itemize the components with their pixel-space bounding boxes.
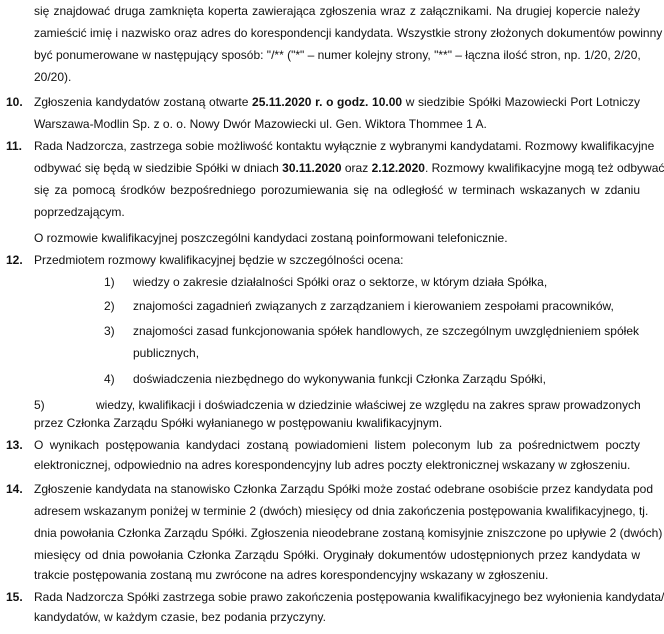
subitem-number: 3) <box>104 324 115 338</box>
paragraph-line: miesięcy od dnia powołania Członka Zarządu Spółki. Oryginały dokumentów udostępnionych przez kandydata w <box>34 548 640 562</box>
intro-line: 20/20). <box>34 70 72 84</box>
intro-line: zamieścić imię i nazwisko oraz adres do korespondencji kandydata. Wszystkie strony złożonych dokumentów powinny <box>34 26 663 40</box>
paragraph-line: dnia powołania Członka Zarządu Spółki. Zgłoszenia nieodebrane zostaną komisyjnie zniszczone po upływie 2 (dwóch) <box>34 526 663 540</box>
intro-line: być ponumerowane w następujący sposób: "/** ("*" – numer kolejny strony, "**" – łączna ilość stron, np. 1/20, 2/20, <box>34 48 641 62</box>
paragraph-line: trakcie postępowania zostaną mu zwrócone na adres korespondencyjny wskazany w zgłoszeniu. <box>34 568 549 582</box>
paragraph-line: kandydatów, w każdym czasie, bez podania przyczyny. <box>34 610 326 624</box>
subitem-text: znajomości zasad funkcjonowania spółek handlowych, ze szczególnym uwzględnieniem spółek <box>133 324 639 338</box>
paragraph-line: Rada Nadzorcza, zastrzega sobie możliwość kontaktu wyłącznie z wybranymi kandydatami. Rozmowy kwalifikacyjne <box>34 139 655 153</box>
paragraph-line: odbywać się będą w siedzibie Spółki w dniach 30.11.2020 oraz 2.12.2020. Rozmowy kwalifikacyjne mogą też odbywać <box>34 161 664 175</box>
interview-date: 2.12.2020 <box>371 161 425 175</box>
paragraph-line: Zgłoszenie kandydata na stanowisko Członka Zarządu Spółki może zostać odebrane osobiście przez kandydata pod <box>34 482 654 496</box>
interview-date: 30.11.2020 <box>282 161 342 175</box>
paragraph-line: poprzedzającym. <box>34 205 125 219</box>
subitem-text: wiedzy, kwalifikacji i doświadczenia w dziedzinie właściwej ze względu na zakres spraw prowadzonych <box>96 398 641 412</box>
subitem-number: 2) <box>104 299 115 313</box>
item-number: 10. <box>6 95 23 109</box>
item-number: 14. <box>6 482 23 496</box>
paragraph-line: Warszawa-Modlin Sp. z o. o. Nowy Dwór Mazowiecki ul. Gen. Wiktora Thommee 1 A. <box>34 117 487 131</box>
subitem-number: 1) <box>104 275 115 289</box>
subitem-text: znajomości zagadnień związanych z zarządzaniem i kierowaniem zespołami pracowników, <box>133 299 614 313</box>
opening-date: 25.11.2020 r. o godz. 10.00 <box>252 95 403 109</box>
subitem-text: publicznych, <box>133 346 200 360</box>
paragraph-line: się za pomocą środków bezpośredniego porozumiewania się na odległość w terminach wskazanych w zdaniu <box>34 183 640 197</box>
paragraph-line: adresem wskazanym poniżej w terminie 2 (dwóch) miesięcy od dnia zakończenia postępowania kwalifikacyjnego, tj. <box>34 504 649 518</box>
intro-line: się znajdować druga zamknięta koperta zawierająca zgłoszenia wraz z załącznikami. Na drugiej kopercie należy <box>34 4 640 18</box>
item-number: 13. <box>6 438 23 452</box>
paragraph-line: Rada Nadzorcza Spółki zastrzega sobie prawo zakończenia postępowania kwalifikacyjnego bez wyłonienia kandydata/ <box>34 590 664 604</box>
subitem-number: 5) <box>34 398 45 412</box>
subitem-number: 4) <box>104 372 115 386</box>
item-number: 12. <box>6 253 23 267</box>
paragraph-line: O wynikach postępowania kandydaci zostaną powiadomieni listem poleconym lub za pośrednictwem poczty <box>34 438 640 452</box>
item-number: 15. <box>6 590 23 604</box>
subitem-text: doświadczenia niezbędnego do wykonywania funkcji Członka Zarządu Spółki, <box>133 372 546 386</box>
item-number: 11. <box>6 139 23 153</box>
subitem-text: przez Członka Zarządu Spółki wyłanianego w postępowaniu kwalifikacyjnym. <box>34 416 443 430</box>
paragraph-line: Przedmiotem rozmowy kwalifikacyjnej będzie w szczególności ocena: <box>34 253 404 267</box>
paragraph-line: elektronicznej, odpowiednio na adres korespondencyjny lub adres poczty elektronicznej wskazany w zgłoszeniu. <box>34 458 631 472</box>
paragraph-line: Zgłoszenia kandydatów zostaną otwarte 25.11.2020 r. o godz. 10.00 w siedzibie Spółki Mazowiecki Port Lotniczy <box>34 95 641 109</box>
paragraph-line: O rozmowie kwalifikacyjnej poszczególni kandydaci zostaną poinformowani telefonicznie. <box>34 231 508 245</box>
subitem-text: wiedzy o zakresie działalności Spółki oraz o sektorze, w którym działa Spółka, <box>133 275 548 289</box>
